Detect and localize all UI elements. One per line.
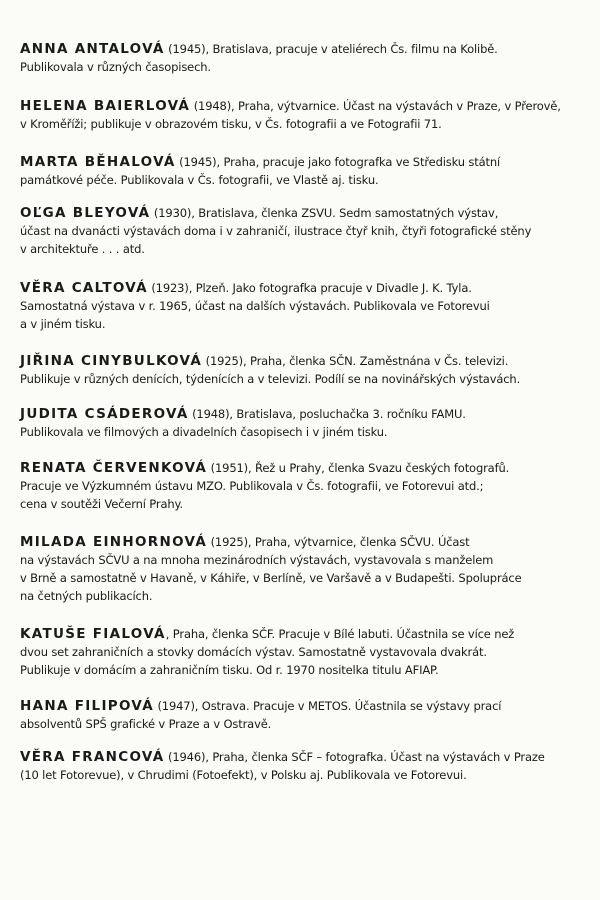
- entry-name: KATUŠE FIALOVÁ: [20, 626, 166, 642]
- entry-line: absolventů SPŠ grafické v Praze a v Ostravě.: [20, 717, 272, 731]
- entry-line: [20, 459, 595, 477]
- entry-name: MILADA EINHORNOVÁ: [20, 534, 208, 550]
- entry-line: dvou set zahraničních a stovky domácích výstav. Samostatně vystavovala dvakrát.: [20, 645, 487, 659]
- entry-line: Publikuje v domácím a zahraničním tisku. Od r. 1970 nositelka titulu AFIAP.: [20, 663, 439, 677]
- entry-name: HANA FILIPOVÁ: [20, 698, 154, 714]
- entry-name: HELENA BAIERLOVÁ: [20, 98, 191, 114]
- entry-text: (1946), Praha, členka SČF – fotografka. Účast na výstavách v Praze: [164, 750, 545, 764]
- entry-judita-csaderova: [20, 405, 595, 441]
- entry-text: (1948), Praha, výtvarnice. Účast na výstavách v Praze, v Přerově,: [190, 99, 561, 113]
- entry-line: v architektuře . . . atd.: [20, 242, 145, 256]
- entry-name: VĚRA CALTOVÁ: [20, 280, 148, 296]
- entry-line: [20, 533, 595, 551]
- entry-line: cena v soutěži Večerní Prahy.: [20, 497, 184, 511]
- entry-anna-antalova: [20, 40, 595, 76]
- entry-text: (1945), Praha, pracuje jako fotografka ve Středisku státní: [175, 155, 501, 169]
- entry-line: Publikovala v různých časopisech.: [20, 60, 211, 74]
- entry-text: (1923), Plzeň. Jako fotografka pracuje v Divadle J. K. Tyla.: [147, 281, 472, 295]
- entry-marta-behalova: [20, 153, 595, 189]
- entry-line: Pracuje ve Výzkumném ústavu MZO. Publikovala v Čs. fotografii, ve Fotorevui atd.;: [20, 479, 484, 493]
- entry-line: [20, 204, 595, 222]
- entry-name: OĽGA BLEYOVÁ: [20, 205, 151, 221]
- entry-olga-bleyova: [20, 204, 595, 258]
- entry-name: JUDITA CSÁDEROVÁ: [20, 406, 189, 422]
- entry-line: [20, 97, 595, 115]
- entry-milada-einhornova: [20, 533, 595, 605]
- entry-text: (1925), Praha, členka SČN. Zaměstnána v Čs. televizi.: [202, 354, 509, 368]
- entry-line: na četných publikacích.: [20, 589, 153, 603]
- entry-line: [20, 405, 595, 423]
- entry-line: [20, 153, 595, 171]
- entry-line: na výstavách SČVU a na mnoha mezinárodních výstavách, vystavovala s manželem: [20, 553, 494, 567]
- entry-name: ANNA ANTALOVÁ: [20, 41, 165, 57]
- entry-katuse-fialova: [20, 625, 595, 679]
- entry-helena-baierlova: [20, 97, 595, 133]
- entry-text: (1948), Bratislava, posluchačka 3. ročníku FAMU.: [188, 407, 466, 421]
- entry-name: VĚRA FRANCOVÁ: [20, 749, 165, 765]
- entry-line: a v jiném tisku.: [20, 317, 106, 331]
- entry-line: v Kroměříži; publikuje v obrazovém tisku, v Čs. fotografii a ve Fotografii 71.: [20, 117, 442, 131]
- entry-renata-cervenkova: [20, 459, 595, 513]
- entry-line: [20, 352, 595, 370]
- entry-line: [20, 625, 595, 643]
- entry-name: MARTA BĚHALOVÁ: [20, 154, 176, 170]
- entry-line: [20, 748, 595, 766]
- entry-line: [20, 279, 595, 297]
- entry-line: účast na dvanácti výstavách doma i v zahraničí, ilustrace čtyř knih, čtyři fotografické stěny: [20, 224, 532, 238]
- entry-name: JIŘINA CINYBULKOVÁ: [20, 353, 203, 369]
- entry-vera-francova: [20, 748, 595, 784]
- entry-jirina-cinybulkova: [20, 352, 595, 388]
- entry-line: (10 let Fotorevue), v Chrudimi (Fotoefekt), v Polsku aj. Publikovala ve Fotorevui.: [20, 768, 467, 782]
- entry-line: Publikovala ve filmových a divadelních časopisech i v jiném tisku.: [20, 425, 388, 439]
- entry-line: Publikuje v různých denících, týdenících a v televizi. Podílí se na novinářských výstavách.: [20, 372, 521, 386]
- entry-line: [20, 697, 595, 715]
- entry-text: (1930), Bratislava, členka ZSVU. Sedm samostatných výstav,: [150, 206, 499, 220]
- entry-text: , Praha, členka SČF. Pracuje v Bílé labuti. Účastnila se více než: [165, 627, 515, 641]
- entry-text: (1947), Ostrava. Pracuje v METOS. Účastnila se výstavy prací: [153, 699, 502, 713]
- entry-text: (1945), Bratislava, pracuje v ateliérech Čs. filmu na Kolibě.: [164, 42, 498, 56]
- entry-line: v Brně a samostatně v Havaně, v Káhiře, v Berlíně, ve Varšavě a v Budapešti. Spolupráce: [20, 571, 522, 585]
- entry-text: (1925), Praha, výtvarnice, členka SČVU. Účast: [207, 535, 470, 549]
- entry-name: RENATA ČERVENKOVÁ: [20, 460, 208, 476]
- entry-text: (1951), Řež u Prahy, členka Svazu českých fotografů.: [207, 461, 510, 475]
- entry-line: Samostatná výstava v r. 1965, účast na dalších výstavách. Publikovala ve Fotorevui: [20, 299, 490, 313]
- entry-hana-filipova: [20, 697, 595, 733]
- entry-line: [20, 40, 595, 58]
- entry-line: památkové péče. Publikovala v Čs. fotografii, ve Vlastě aj. tisku.: [20, 173, 379, 187]
- entry-vera-caltova: [20, 279, 595, 333]
